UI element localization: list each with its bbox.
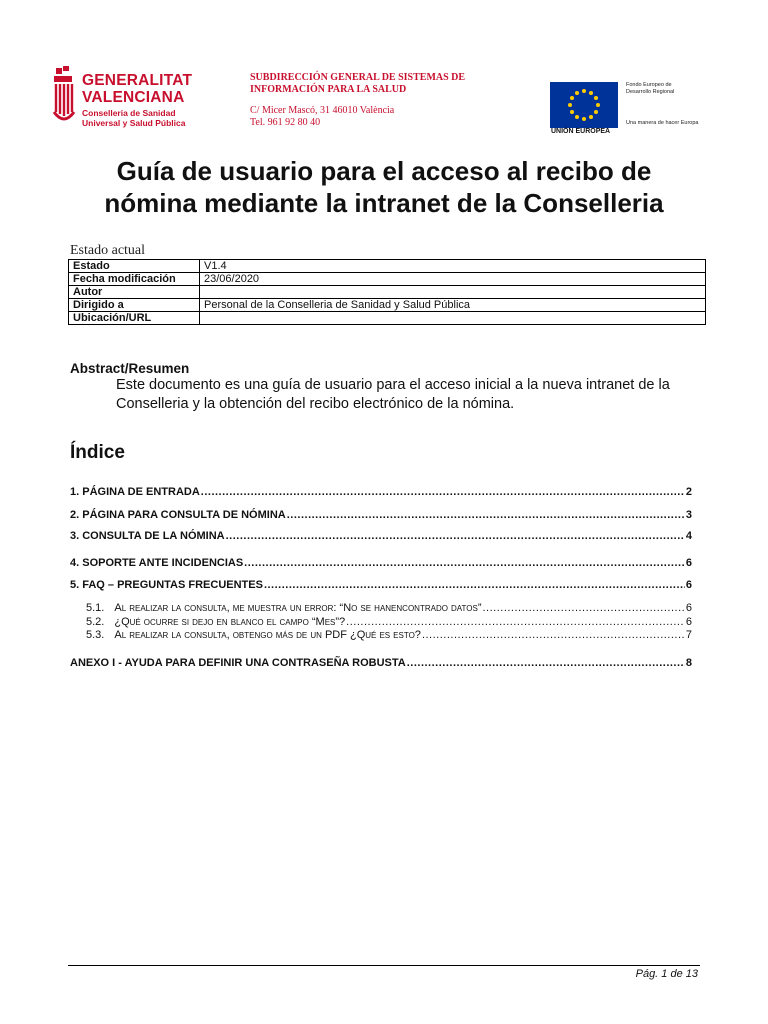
toc-annex-entry[interactable] [70,657,692,669]
logo-line1: GENERALITAT [82,72,193,89]
eu-label: UNIÓN EUROPEA [551,128,611,135]
footer-divider [68,965,700,966]
toc-annex-label: ANEXO I - AYUDA PARA DEFINIR UNA CONTRASEÑA ROBUSTA [70,657,406,669]
toc-leader [422,629,685,641]
indice-heading: Índice [70,442,125,463]
toc-entry-page: 6 [685,557,692,569]
toc-leader [287,509,685,521]
toc-entry-page: 4 [685,530,692,542]
toc-entry[interactable] [70,557,692,569]
toc-annex-page: 8 [685,657,692,669]
estado-value [200,312,706,325]
page-number: Pág. 1 de 13 [635,968,698,980]
toc-entry-page: 6 [685,579,692,591]
toc-leader [482,602,684,614]
document-title [60,155,708,219]
toc-subentry[interactable] [86,629,692,641]
estado-key: Fecha modificación [69,273,200,286]
table-row [69,299,706,312]
toc-subentry-label: ¿Qué ocurre si dejo en blanco el campo “Mes”? [114,616,346,628]
toc-entry[interactable] [70,486,692,498]
logo-sub1: Conselleria de Sanidad [82,108,176,118]
toc-leader [201,486,685,498]
toc-entry-label: 2. PÁGINA PARA CONSULTA DE NÓMINA [70,509,286,521]
estado-value: V1.4 [200,260,706,273]
toc-subentry-number: 5.3. [86,629,105,641]
toc-entry-label: 4. SOPORTE ANTE INCIDENCIAS [70,557,244,569]
title-line2: nómina mediante la intranet de la Conselleria [104,188,664,218]
generalitat-logo [52,66,212,128]
toc-subentry-number: 5.2. [86,616,105,628]
estado-caption: Estado actual [70,243,146,258]
toc-subentry[interactable] [86,602,692,614]
logo-line2: VALENCIANA [82,89,185,106]
eu-fund-line2: Desarrollo Regional [626,89,675,95]
toc-subentry-page: 7 [685,629,692,641]
table-row [69,260,706,273]
toc-entry-label: 3. CONSULTA DE LA NÓMINA [70,530,225,542]
toc-entry-label: 5. FAQ – PREGUNTAS FRECUENTES [70,579,263,591]
org-info [250,72,510,129]
toc-leader [407,657,685,669]
estado-value: 23/06/2020 [200,273,706,286]
table-row [69,273,706,286]
toc-leader [346,616,685,628]
table-row [69,286,706,299]
toc-entry-page: 2 [685,486,692,498]
table-row [69,312,706,325]
toc-subentry-page: 6 [685,616,692,628]
toc-subentry[interactable] [86,616,692,628]
eu-fund-line1: Fondo Europeo de [626,82,672,88]
eu-flag-icon [550,82,618,128]
toc-subentry-label: Al realizar la consulta, obtengo más de un PDF ¿Qué es esto? [114,629,421,641]
toc-entry[interactable] [70,509,692,521]
toc-entry-page: 3 [685,509,692,521]
toc-leader [226,530,685,542]
estado-key: Ubicación/URL [69,312,200,325]
toc-subentry-number: 5.1. [86,602,105,614]
toc-entry-label: 1. PÁGINA DE ENTRADA [70,486,200,498]
toc-entry[interactable] [70,579,692,591]
estado-key: Dirigido a [69,299,200,312]
toc-entry[interactable] [70,530,692,542]
abstract-body: Este documento es una guía de usuario para el acceso inicial a la nueva intranet de la Conselleria y la obtención del recibo electrónico de la nómina. [116,377,670,412]
estado-table [68,259,706,325]
estado-value [200,286,706,299]
toc-subentry-label: Al realizar la consulta, me muestra un error: “No se hanencontrado datos” [114,602,482,614]
title-line1: Guía de usuario para el acceso al recibo de [116,156,652,186]
abstract-heading: Abstract/Resumen [70,361,190,376]
org-name-line1: SUBDIRECCIÓN GENERAL DE SISTEMAS DE [250,72,466,83]
generalitat-emblem-icon [52,66,76,124]
org-address: C/ Micer Mascó, 31 46010 València [250,105,395,116]
estado-key: Estado [69,260,200,273]
toc-leader [244,557,685,569]
toc-subentry-page: 6 [685,602,692,614]
org-phone: Tel. 961 92 80 40 [250,117,321,128]
logo-sub2: Universal y Salud Pública [82,118,186,128]
org-name-line2: INFORMACIÓN PARA LA SALUD [250,83,407,95]
eu-motto: Una manera de hacer Europa [626,120,699,126]
toc-leader [264,579,685,591]
eu-fund-text [626,82,674,96]
estado-key: Autor [69,286,200,299]
estado-value: Personal de la Conselleria de Sanidad y Salud Pública [200,299,706,312]
